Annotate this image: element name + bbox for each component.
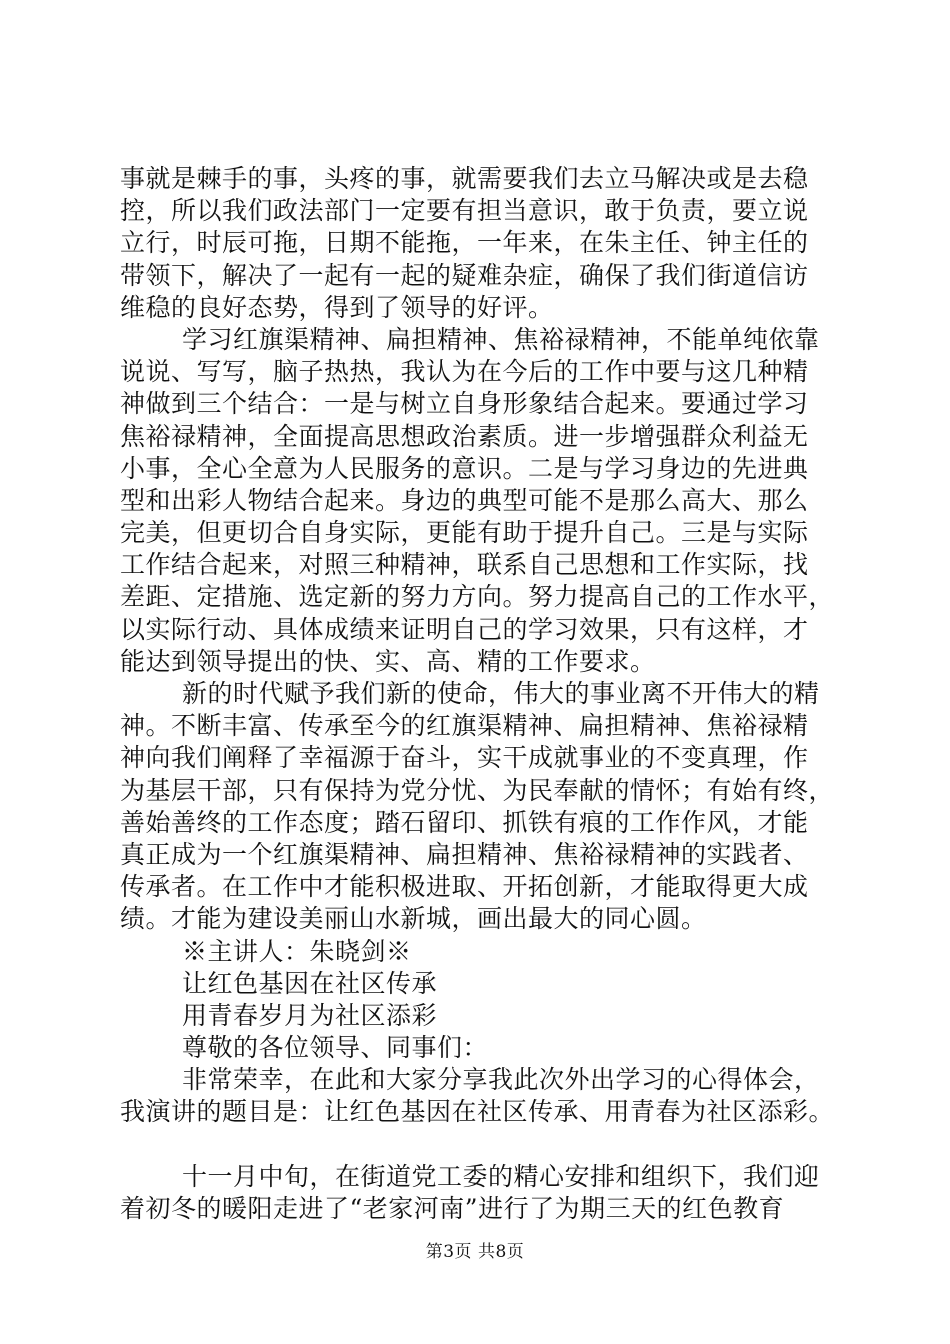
text-line: 带领下，解决了一起有一起的疑难杂症，确保了我们街道信访	[120, 260, 809, 290]
paragraph-first-line: 学习红旗渠精神、扁担精神、焦裕禄精神，不能单纯依靠	[182, 324, 820, 354]
text-line: 立行，时辰可拖，日期不能拖，一年来，在朱主任、钟主任的	[120, 228, 809, 258]
document-body	[120, 163, 840, 1225]
speech-title: 让红色基因在社区传承	[182, 968, 438, 998]
text-line: 神做到三个结合：一是与树立自身形象结合起来。要通过学习	[120, 389, 809, 419]
text-line: 说说、写写，脑子热热，我认为在今后的工作中要与这几种精	[120, 357, 809, 387]
text-line: 事就是棘手的事，头疼的事，就需要我们去立马解决或是去稳	[120, 164, 809, 193]
text-line: 维稳的良好态势，得到了领导的好评。	[120, 292, 554, 322]
text-line: 绩。才能为建设美丽山水新城，画出最大的同心圆。	[120, 904, 707, 934]
text-line: 以实际行动、具体成绩来证明自己的学习效果，只有这样，才	[120, 614, 809, 644]
text-line: 控，所以我们政法部门一定要有担当意识，敢于负责，要立说	[120, 196, 809, 226]
text-line: 焦裕禄精神，全面提高思想政治素质。进一步增强群众利益无	[120, 421, 809, 451]
text-line: 传承者。在工作中才能积极进取、开拓创新，才能取得更大成	[120, 872, 809, 902]
speech-subtitle: 用青春岁月为社区添彩	[182, 1000, 438, 1030]
text-line: 差距、定措施、选定新的努力方向。努力提高自己的工作水平，	[120, 582, 835, 612]
paragraph-first-line: 新的时代赋予我们新的使命，伟大的事业离不开伟大的精	[182, 679, 820, 708]
text-line: 神向我们阐释了幸福源于奋斗，实干成就事业的不变真理，作	[120, 743, 809, 773]
text-line: 善始善终的工作态度；踏石留印、抓铁有痕的工作作风，才能	[120, 807, 809, 837]
speaker-line: ※主讲人：朱晓剑※	[182, 936, 412, 966]
text-line: 神。不断丰富、传承至今的红旗渠精神、扁担精神、焦裕禄精	[120, 711, 809, 741]
text-line: 完美，但更切合自身实际，更能有助于提升自己。三是与实际	[120, 518, 809, 548]
page-number-footer: 第3页 共8页	[425, 1242, 525, 1262]
text-line: 小事，全心全意为人民服务的意识。二是与学习身边的先进典	[120, 453, 809, 483]
text-line: 我演讲的题目是：让红色基因在社区传承、用青春为社区添彩。	[120, 1097, 835, 1127]
blank-line	[120, 1129, 840, 1161]
salutation: 尊敬的各位领导、同事们：	[182, 1033, 489, 1063]
paragraph-first-line: 非常荣幸，在此和大家分享我此次外出学习的心得体会，	[182, 1065, 820, 1095]
text-line: 真正成为一个红旗渠精神、扁担精神、焦裕禄精神的实践者、	[120, 839, 809, 869]
paragraph-first-line: 十一月中旬，在街道党工委的精心安排和组织下，我们迎	[182, 1161, 820, 1191]
text-line: 为基层干部，只有保持为党分忧、为民奉献的情怀；有始有终，	[120, 775, 835, 805]
text-line: 工作结合起来，对照三种精神，联系自己思想和工作实际，找	[120, 550, 809, 580]
text-line: 着初冬的暖阳走进了“老家河南”进行了为期三天的红色教育	[120, 1193, 785, 1223]
text-line: 型和出彩人物结合起来。身边的典型可能不是那么高大、那么	[120, 485, 809, 515]
text-line: 能达到领导提出的快、实、高、精的工作要求。	[120, 646, 656, 676]
